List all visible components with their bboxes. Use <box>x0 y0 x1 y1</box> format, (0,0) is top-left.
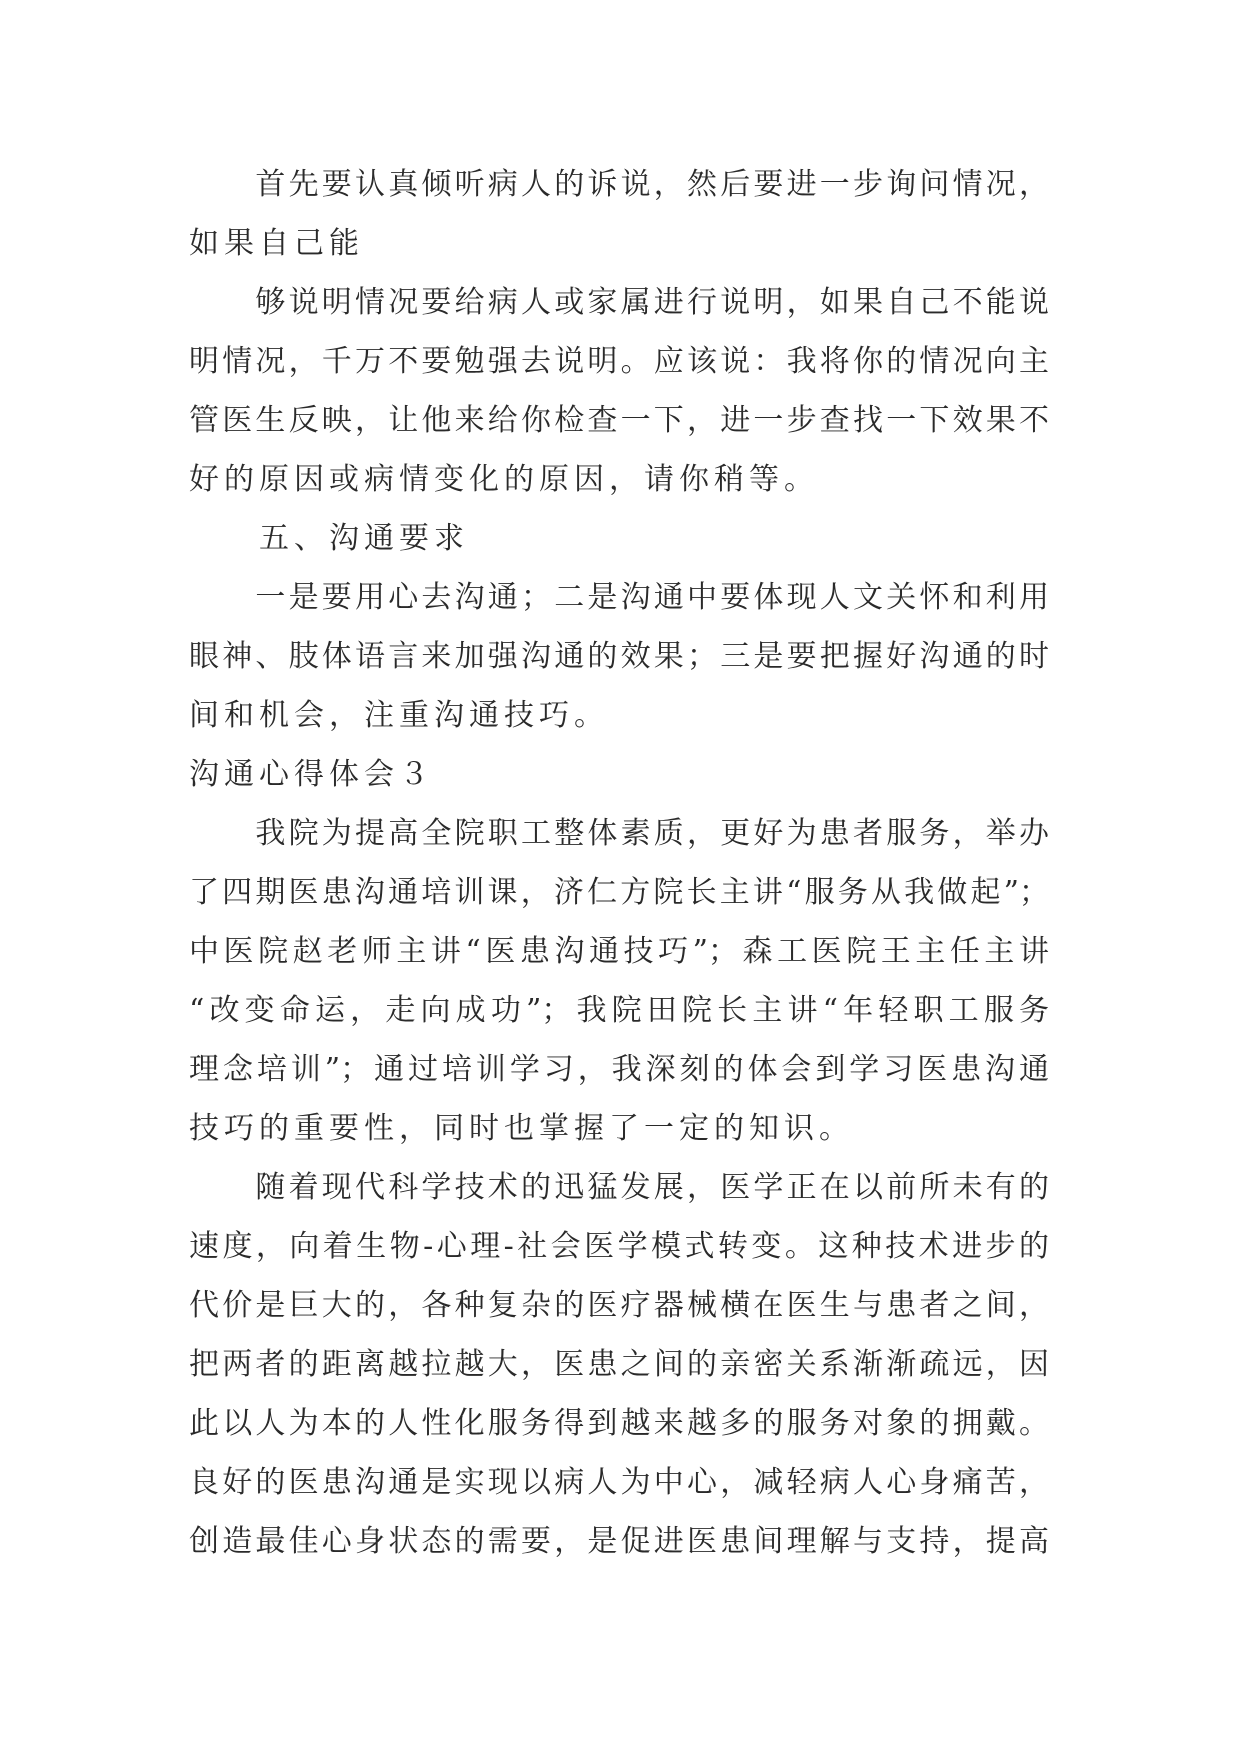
text-line: 如果自己能 <box>189 226 364 261</box>
text-line: 好的原因或病情变化的原因，请你稍等。 <box>189 462 819 497</box>
section-heading: 五、沟通要求 <box>189 521 469 556</box>
text-line: 首先要认真倾听病人的诉说，然后要进一步询问情况， <box>189 167 1049 202</box>
text-line: 明情况，千万不要勉强去说明。应该说：我将你的情况向主 <box>189 344 1049 379</box>
section-title: 沟通心得体会３ <box>189 757 434 792</box>
text-line: 创造最佳心身状态的需要，是促进医患间理解与支持，提高 <box>189 1524 1049 1559</box>
text-line: “改变命运，走向成功”；我院田院长主讲“年轻职工服务 <box>189 993 1049 1028</box>
text-line: 了四期医患沟通培训课，济仁方院长主讲“服务从我做起”； <box>189 875 1049 910</box>
text-line: 管医生反映，让他来给你检查一下，进一步查找一下效果不 <box>189 403 1049 438</box>
text-line: 把两者的距离越拉越大，医患之间的亲密关系渐渐疏远，因 <box>189 1347 1049 1382</box>
text-line: 眼神、肢体语言来加强沟通的效果；三是要把握好沟通的时 <box>189 639 1049 674</box>
text-line: 够说明情况要给病人或家属进行说明，如果自己不能说 <box>189 285 1049 320</box>
text-line: 代价是巨大的，各种复杂的医疗器械横在医生与患者之间， <box>189 1288 1049 1323</box>
text-line: 此以人为本的人性化服务得到越来越多的服务对象的拥戴。 <box>189 1406 1049 1441</box>
text-line: 间和机会，注重沟通技巧。 <box>189 698 609 733</box>
text-line: 我院为提高全院职工整体素质，更好为患者服务，举办 <box>189 816 1049 851</box>
text-line: 技巧的重要性，同时也掌握了一定的知识。 <box>189 1111 854 1146</box>
text-line: 理念培训”；通过培训学习，我深刻的体会到学习医患沟通 <box>189 1052 1049 1087</box>
text-line: 良好的医患沟通是实现以病人为中心，减轻病人心身痛苦， <box>189 1465 1049 1500</box>
text-line: 中医院赵老师主讲“医患沟通技巧”；森工医院王主任主讲 <box>189 934 1049 969</box>
text-line: 速度，向着生物-心理-社会医学模式转变。这种技术进步的 <box>189 1229 1049 1264</box>
text-line: 一是要用心去沟通；二是沟通中要体现人文关怀和利用 <box>189 580 1049 615</box>
text-line: 随着现代科学技术的迅猛发展，医学正在以前所未有的 <box>189 1170 1049 1205</box>
